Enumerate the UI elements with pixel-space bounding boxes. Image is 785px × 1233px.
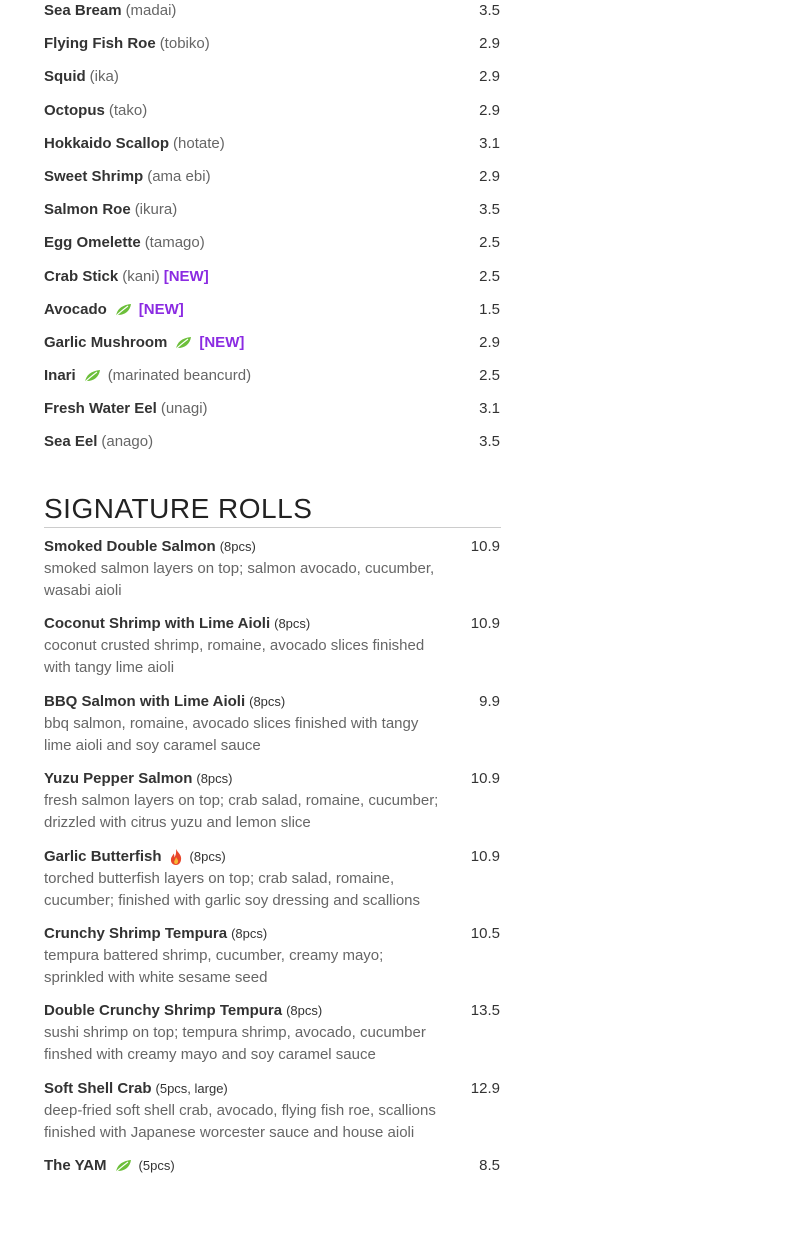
roll-piece-count: (8pcs) <box>196 771 233 787</box>
menu-item-line <box>44 166 501 188</box>
item-japanese-name: (ika) <box>89 68 119 86</box>
roll-header <box>44 691 501 713</box>
menu-item-row <box>44 266 501 299</box>
roll-item <box>44 691 501 768</box>
roll-header <box>44 1000 501 1022</box>
roll-item <box>44 846 501 923</box>
roll-description-line-1: sushi shrimp on top; tempura shrimp, avocado, cucumber <box>44 1024 426 1042</box>
item-name: Garlic Mushroom <box>44 333 168 351</box>
roll-item <box>44 1078 501 1155</box>
item-japanese-name: (tako) <box>108 101 148 119</box>
item-name: Fresh Water Eel <box>44 400 157 418</box>
item-japanese-name: (anago) <box>101 433 154 451</box>
roll-piece-count: (8pcs) <box>189 848 226 864</box>
roll-header <box>44 923 501 945</box>
leaf-icon <box>114 1159 132 1173</box>
roll-description-line-2: finshed with creamy mayo and soy caramel sauce <box>44 1046 376 1064</box>
roll-description-line-2: finished with Japanese worcester sauce and house aioli <box>44 1123 415 1141</box>
leaf-icon <box>114 303 132 317</box>
menu-item-line <box>44 232 501 254</box>
item-price: 2.5 <box>479 234 500 252</box>
roll-name: Double Crunchy Shrimp Tempura <box>44 1002 283 1020</box>
item-price: 1.5 <box>479 300 500 318</box>
roll-item <box>44 613 501 690</box>
menu-item-line <box>44 100 501 122</box>
roll-description-line-2: cucumber; finished with garlic soy dressing and scallions <box>44 891 421 909</box>
leaf-icon <box>83 369 101 383</box>
roll-price: 13.5 <box>470 1002 500 1020</box>
item-japanese-name: (tamago) <box>144 234 205 252</box>
item-price: 3.5 <box>479 433 500 451</box>
menu-content <box>44 0 501 1175</box>
item-name: Inari <box>44 367 76 385</box>
item-japanese-name: (madai) <box>125 2 177 19</box>
item-japanese-name: (unagi) <box>160 400 208 418</box>
menu-item-row <box>44 33 501 66</box>
item-name: Sweet Shrimp <box>44 167 144 185</box>
item-name: Crab Stick <box>44 267 119 285</box>
menu-item-line <box>44 199 501 221</box>
menu-item-row <box>44 100 501 133</box>
roll-description-line-1: bbq salmon, romaine, avocado slices finished with tangy <box>44 714 419 732</box>
roll-name: Yuzu Pepper Salmon <box>44 770 193 788</box>
roll-name: Crunchy Shrimp Tempura <box>44 924 228 942</box>
roll-piece-count: (8pcs) <box>219 539 256 554</box>
roll-description-line-1: coconut crusted shrimp, romaine, avocado slices finished <box>44 637 425 655</box>
item-price: 2.9 <box>479 35 500 53</box>
item-name: Squid <box>44 68 86 86</box>
menu-item-line <box>44 431 501 453</box>
item-price: 2.9 <box>479 68 500 86</box>
roll-price: 9.9 <box>479 692 500 710</box>
roll-name: Garlic Butterfish <box>44 847 162 865</box>
item-price: 3.5 <box>479 201 500 219</box>
fire-icon <box>169 848 183 866</box>
roll-description-line-1: smoked salmon layers on top; salmon avocado, cucumber, <box>44 560 435 577</box>
roll-price: 8.5 <box>479 1157 500 1175</box>
roll-header <box>44 536 501 558</box>
menu-item-row <box>44 166 501 199</box>
menu-item-row <box>44 199 501 232</box>
menu-item-row <box>44 133 501 166</box>
roll-price: 10.9 <box>470 847 500 865</box>
roll-header <box>44 613 501 635</box>
roll-price: 12.9 <box>470 1079 500 1097</box>
menu-item-row <box>44 66 501 99</box>
item-price: 3.5 <box>479 2 500 19</box>
roll-name: The YAM <box>44 1157 107 1175</box>
roll-name: Soft Shell Crab <box>44 1079 152 1097</box>
item-price: 2.9 <box>479 101 500 119</box>
roll-description-line-2: lime aioli and soy caramel sauce <box>44 736 261 754</box>
roll-piece-count: (8pcs) <box>231 925 268 941</box>
roll-piece-count: (5pcs, large) <box>155 1080 228 1096</box>
item-name: Octopus <box>44 101 105 119</box>
item-name: Sea Eel <box>44 433 98 451</box>
roll-description-line-1: tempura battered shrimp, cucumber, creamy mayo; <box>44 946 384 964</box>
roll-description-line-2: drizzled with citrus yuzu and lemon slice <box>44 814 311 832</box>
roll-piece-count: (8pcs) <box>249 693 286 709</box>
menu-item-row <box>44 332 501 365</box>
new-badge: [NEW] <box>199 333 245 351</box>
roll-description-line-1: fresh salmon layers on top; crab salad, romaine, cucumber; <box>44 792 439 810</box>
roll-header <box>44 1155 501 1177</box>
roll-name: Coconut Shrimp with Lime Aioli <box>44 615 271 633</box>
item-price: 2.9 <box>479 333 500 351</box>
roll-item <box>44 1155 501 1232</box>
roll-item <box>44 536 501 613</box>
leaf-icon <box>174 336 192 350</box>
menu-item-line <box>44 0 501 22</box>
roll-description-line-2: sprinkled with white sesame seed <box>44 968 268 986</box>
item-japanese-name: (kani) <box>122 267 160 285</box>
item-name: Salmon Roe <box>44 201 131 219</box>
menu-item-row <box>44 299 501 332</box>
item-price: 3.1 <box>479 134 500 152</box>
item-price: 2.9 <box>479 167 500 185</box>
roll-description-line-2: with tangy lime aioli <box>44 659 175 677</box>
roll-item <box>44 768 501 845</box>
item-price: 2.5 <box>479 367 500 385</box>
item-name: Avocado <box>44 300 107 318</box>
roll-piece-count: (5pcs) <box>138 1158 175 1174</box>
roll-header <box>44 768 501 790</box>
roll-description-line-1: deep-fried soft shell crab, avocado, flying fish roe, scallions <box>44 1101 436 1119</box>
roll-price: 10.9 <box>470 770 500 788</box>
menu-item-row <box>44 431 501 464</box>
item-name: Egg Omelette <box>44 234 141 252</box>
roll-price: 10.9 <box>470 615 500 633</box>
item-japanese-name: (hotate) <box>173 134 225 152</box>
item-price: 2.5 <box>479 267 500 285</box>
roll-description-line-2: wasabi aioli <box>44 582 122 599</box>
item-price: 3.1 <box>479 400 500 418</box>
item-japanese-name: (tobiko) <box>159 35 210 53</box>
roll-item <box>44 923 501 1000</box>
roll-description-line-1: torched butterfish layers on top; crab salad, romaine, <box>44 869 395 887</box>
menu-item-line <box>44 332 501 354</box>
menu-item-line <box>44 299 501 321</box>
signature-rolls-list <box>44 536 501 1233</box>
menu-item-line <box>44 66 501 88</box>
roll-piece-count: (8pcs) <box>274 616 311 632</box>
item-name: Sea Bream <box>44 2 122 19</box>
item-japanese-name: (marinated beancurd) <box>107 367 252 385</box>
roll-name: Smoked Double Salmon <box>44 538 216 555</box>
new-badge: [NEW] <box>138 300 184 318</box>
item-name: Flying Fish Roe <box>44 35 156 53</box>
menu-item-line <box>44 365 501 387</box>
menu-item-line <box>44 398 501 420</box>
nigiri-list <box>44 0 501 465</box>
roll-header <box>44 846 501 868</box>
roll-name: BBQ Salmon with Lime Aioli <box>44 692 246 710</box>
roll-piece-count: (8pcs) <box>286 1003 323 1019</box>
menu-item-row <box>44 398 501 431</box>
item-japanese-name: (ikura) <box>134 201 178 219</box>
roll-item <box>44 1000 501 1077</box>
menu-item-line <box>44 133 501 155</box>
roll-price: 10.9 <box>470 538 500 555</box>
menu-item-row <box>44 0 501 33</box>
menu-item-line <box>44 33 501 55</box>
new-badge: [NEW] <box>163 267 209 285</box>
menu-item-row <box>44 365 501 398</box>
roll-header <box>44 1078 501 1100</box>
item-japanese-name: (ama ebi) <box>147 167 211 185</box>
roll-price: 10.5 <box>470 924 500 942</box>
section-title-signature-rolls: SIGNATURE ROLLS <box>44 491 501 528</box>
menu-item-row <box>44 232 501 265</box>
menu-item-line <box>44 266 501 288</box>
item-name: Hokkaido Scallop <box>44 134 170 152</box>
